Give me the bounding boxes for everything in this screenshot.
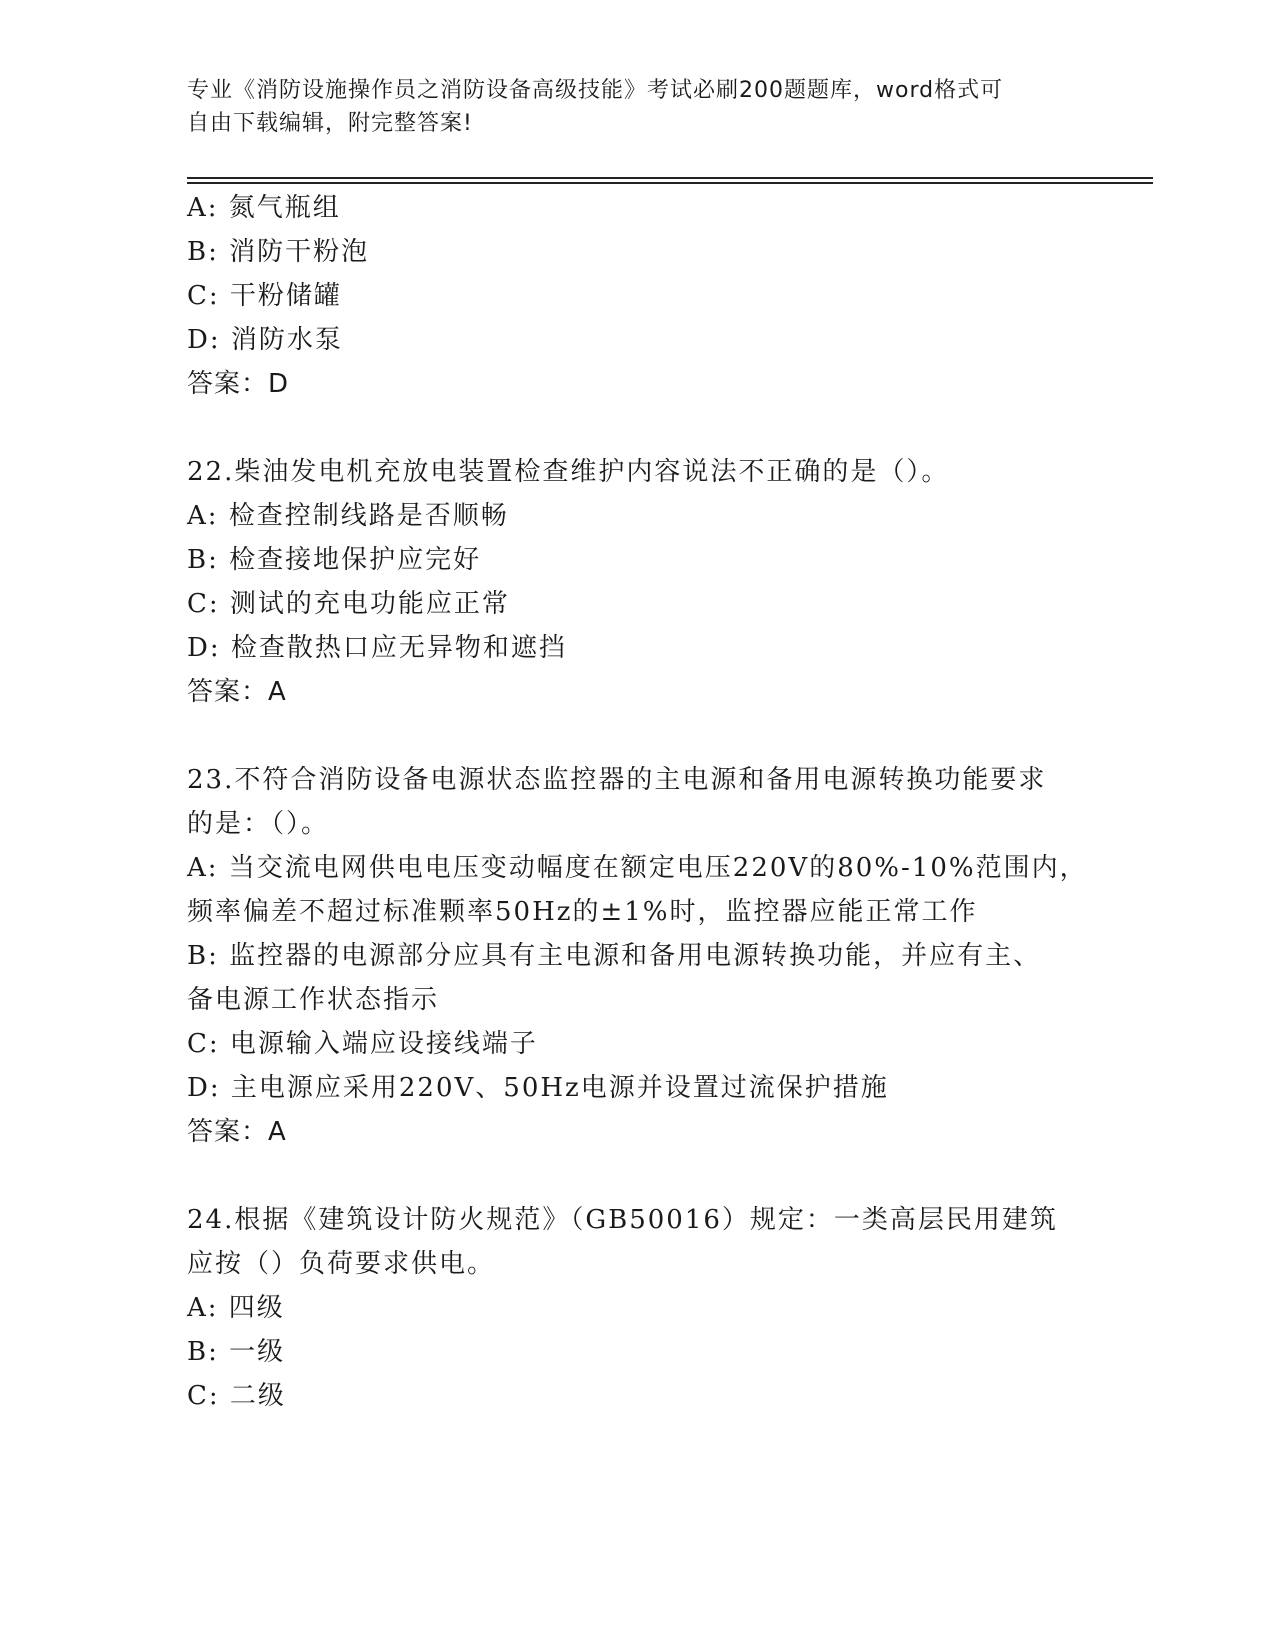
q22-option-c: C: 测试的充电功能应正常 — [187, 589, 510, 619]
q23-option-c: C: 电源输入端应设接线端子 — [187, 1029, 538, 1059]
q21-option-c: C: 干粉储罐 — [187, 281, 342, 311]
q21-option-b: B: 消防干粉泡 — [187, 237, 370, 267]
q24-stem-line-1: 24.根据《建筑设计防火规范》（GB50016）规定：一类高层民用建筑 — [187, 1205, 1058, 1235]
q21-option-d: D: 消防水泵 — [187, 325, 343, 355]
q21-option-a: A: 氮气瓶组 — [187, 193, 341, 223]
q22-stem: 22.柴油发电机充放电装置检查维护内容说法不正确的是（）。 — [187, 457, 950, 487]
q22-option-d: D: 检查散热口应无异物和遮挡 — [187, 633, 567, 663]
q23-answer: 答案：A — [187, 1117, 287, 1147]
header-rule-bottom — [187, 182, 1153, 184]
q23-option-d: D: 主电源应采用220V、50Hz电源并设置过流保护措施 — [187, 1073, 889, 1103]
q23-option-a-line-2: 频率偏差不超过标准颗率50Hz的±1%时，监控器应能正常工作 — [187, 897, 978, 927]
q24-stem-line-2: 应按（）负荷要求供电。 — [187, 1249, 496, 1279]
q24-option-c: C: 二级 — [187, 1381, 286, 1411]
q23-stem-line-1: 23.不符合消防设备电源状态监控器的主电源和备用电源转换功能要求 — [187, 765, 1047, 795]
q22-option-a: A: 检查控制线路是否顺畅 — [187, 501, 509, 531]
q23-option-b-line-2: 备电源工作状态指示 — [187, 985, 440, 1015]
q22-answer: 答案：A — [187, 677, 287, 707]
document-header — [187, 74, 1067, 140]
q23-stem-line-2: 的是：（）。 — [187, 809, 330, 839]
header-rule-top — [187, 177, 1153, 179]
q24-option-a: A: 四级 — [187, 1293, 285, 1323]
header-line-1: 专业《消防设施操作员之消防设备高级技能》考试必刷200题题库，word格式可 — [187, 78, 1004, 103]
q22-option-b: B: 检查接地保护应完好 — [187, 545, 482, 575]
q23-option-a-line-1: A: 当交流电网供电电压变动幅度在额定电压220V的80%-10%范围内， — [187, 853, 1088, 883]
header-line-2: 自由下载编辑，附完整答案! — [187, 111, 473, 136]
q24-option-b: B: 一级 — [187, 1337, 286, 1367]
q23-option-b-line-1: B: 监控器的电源部分应具有主电源和备用电源转换功能，并应有主、 — [187, 941, 1042, 971]
q21-answer: 答案：D — [187, 369, 290, 399]
